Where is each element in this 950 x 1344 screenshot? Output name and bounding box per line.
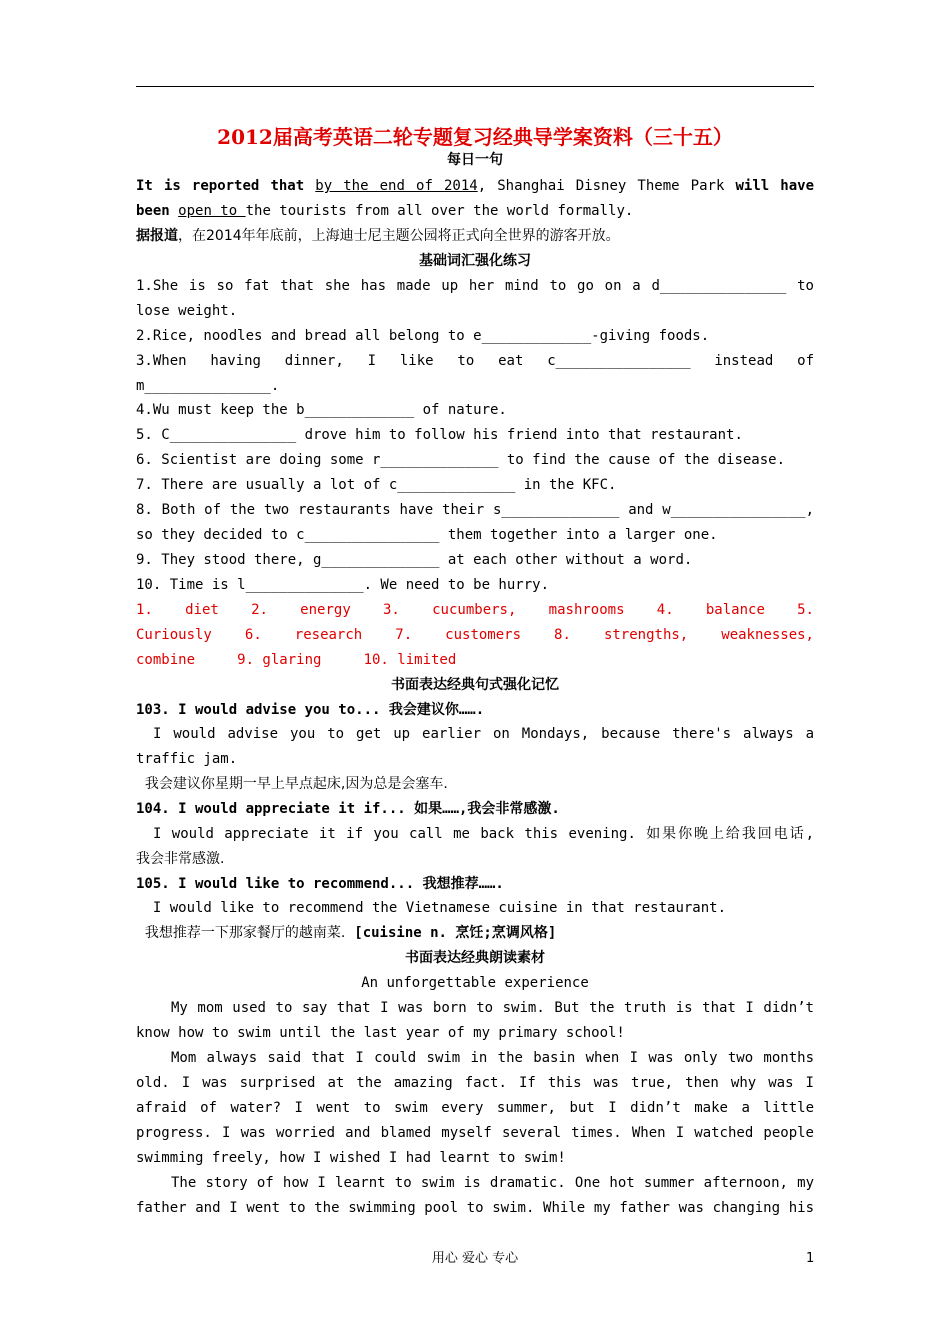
vocab-line: 5. C_______________ drove him to follow his friend into that restaurant. (136, 427, 743, 443)
sentence-105-note: [cuisine n. 烹饪;烹调风格] (354, 925, 557, 941)
page-title: 2012届高考英语二轮专题复习经典导学案资料（三十五） (217, 125, 733, 149)
reading-line: father and I went to the swimming pool to swim. While my father was changing his (136, 1200, 814, 1216)
sentence-105-translation-line (136, 921, 814, 946)
vocab-line: 1.She is so fat that she has made up her mind to go on a d_______________ to (136, 278, 814, 294)
sentence-104-title: 104. I would appreciate it if... 如果……,我会非常感激. (136, 801, 560, 817)
sentence-103-translation: 我会建议你星期一早上早点起床,因为总是会塞车. (136, 776, 448, 792)
vocab-line: 2.Rice, noodles and bread all belong to e_____________-giving foods. (136, 328, 710, 344)
vocab-line: 3.When having dinner, I like to eat c________________ instead of (136, 353, 814, 369)
sentence-104-example: I would appreciate it if you call me back this evening. 如果你晚上给我回电话, (153, 826, 814, 842)
vocab-line: so they decided to c________________ them together into a larger one. (136, 527, 718, 543)
answer-line: combine 9. glaring 10. limited (136, 652, 457, 668)
reading-line: swimming freely, how I wished I had learnt to swim! (136, 1150, 566, 1166)
reading-line: The story of how I learnt to swim is dramatic. One hot summer afternoon, my (171, 1175, 814, 1191)
daily-s3: , Shanghai Disney Theme Park (477, 178, 736, 194)
answer-line: Curiously 6. research 7. customers 8. strengths, weaknesses, (136, 627, 814, 643)
daily-s2: by the end of 2014 (315, 178, 478, 194)
daily-sentence-line-2 (136, 199, 814, 224)
sentences-heading: 书面表达经典句式强化记忆 (391, 677, 559, 693)
reading-line: Mom always said that I could swim in the basin when I was only two months (171, 1050, 814, 1066)
sentence-104-example-cont: 我会非常感激. (136, 851, 225, 867)
daily-s1: It is reported that (136, 178, 305, 194)
vocab-line: 6. Scientist are doing some r______________ to find the cause of the disease. (136, 452, 786, 468)
footer-motto: 用心 爱心 专心 (431, 1251, 519, 1266)
vocab-line: 10. Time is l______________. We need to be hurry. (136, 577, 550, 593)
reading-line: My mom used to say that I was born to swim. But the truth is that I didn’t (171, 1000, 814, 1016)
daily-s5: been (136, 203, 170, 219)
daily-s7: the tourists from all over the world formally. (245, 203, 634, 219)
sentence-103-example: I would advise you to get up earlier on Mondays, because there's always a (153, 726, 814, 742)
reading-line: progress. I was worried and blamed myself several times. When I watched people (136, 1125, 814, 1141)
vocab-line: 7. There are usually a lot of c______________ in the KFC. (136, 477, 617, 493)
vocab-line: 9. They stood there, g______________ at each other without a word. (136, 552, 693, 568)
daily-translation (136, 224, 814, 249)
daily-s6: open to (178, 203, 246, 219)
vocab-line: 4.Wu must keep the b_____________ of nature. (136, 402, 507, 418)
sentence-105-title: 105. I would like to recommend... 我想推荐……. (136, 876, 504, 892)
vocab-line: lose weight. (136, 303, 238, 319)
reading-line: know how to swim until the last year of my primary school! (136, 1025, 625, 1041)
sentence-103-example-cont: traffic jam. (136, 751, 238, 767)
page-footer (0, 1249, 950, 1269)
sentence-105-example: I would like to recommend the Vietnamese cuisine in that restaurant. (136, 900, 727, 916)
reading-line: old. I was surprised at the amazing fact. If this was true, then why was I (136, 1075, 814, 1091)
reading-title: An unforgettable experience (361, 975, 589, 991)
vocab-line: 8. Both of the two restaurants have their s______________ and w________________, (136, 502, 814, 518)
daily-sentence-line-1 (136, 174, 814, 199)
daily-s4: will have (735, 178, 815, 194)
vocab-line: m_______________. (136, 378, 280, 394)
top-rule (136, 86, 814, 87)
vocab-heading: 基础词汇强化练习 (419, 253, 531, 269)
daily-heading: 每日一句 (447, 152, 503, 168)
answer-line: 1. diet 2. energy 3. cucumbers, mashrooms 4. balance 5. (136, 602, 814, 618)
reading-heading: 书面表达经典朗读素材 (405, 950, 545, 966)
daily-cn-bold: 据报道 (136, 228, 178, 244)
sentence-105-translation: 我想推荐一下那家餐厅的越南菜. (136, 925, 355, 941)
reading-line: afraid of water? I went to swim every summer, but I didn’t make a little (136, 1100, 814, 1116)
sentence-103-title: 103. I would advise you to... 我会建议你……. (136, 702, 485, 718)
page-number: 1 (806, 1251, 815, 1266)
daily-cn-rest: ，在2014年年底前，上海迪士尼主题公园将正式向全世界的游客开放。 (178, 228, 620, 244)
